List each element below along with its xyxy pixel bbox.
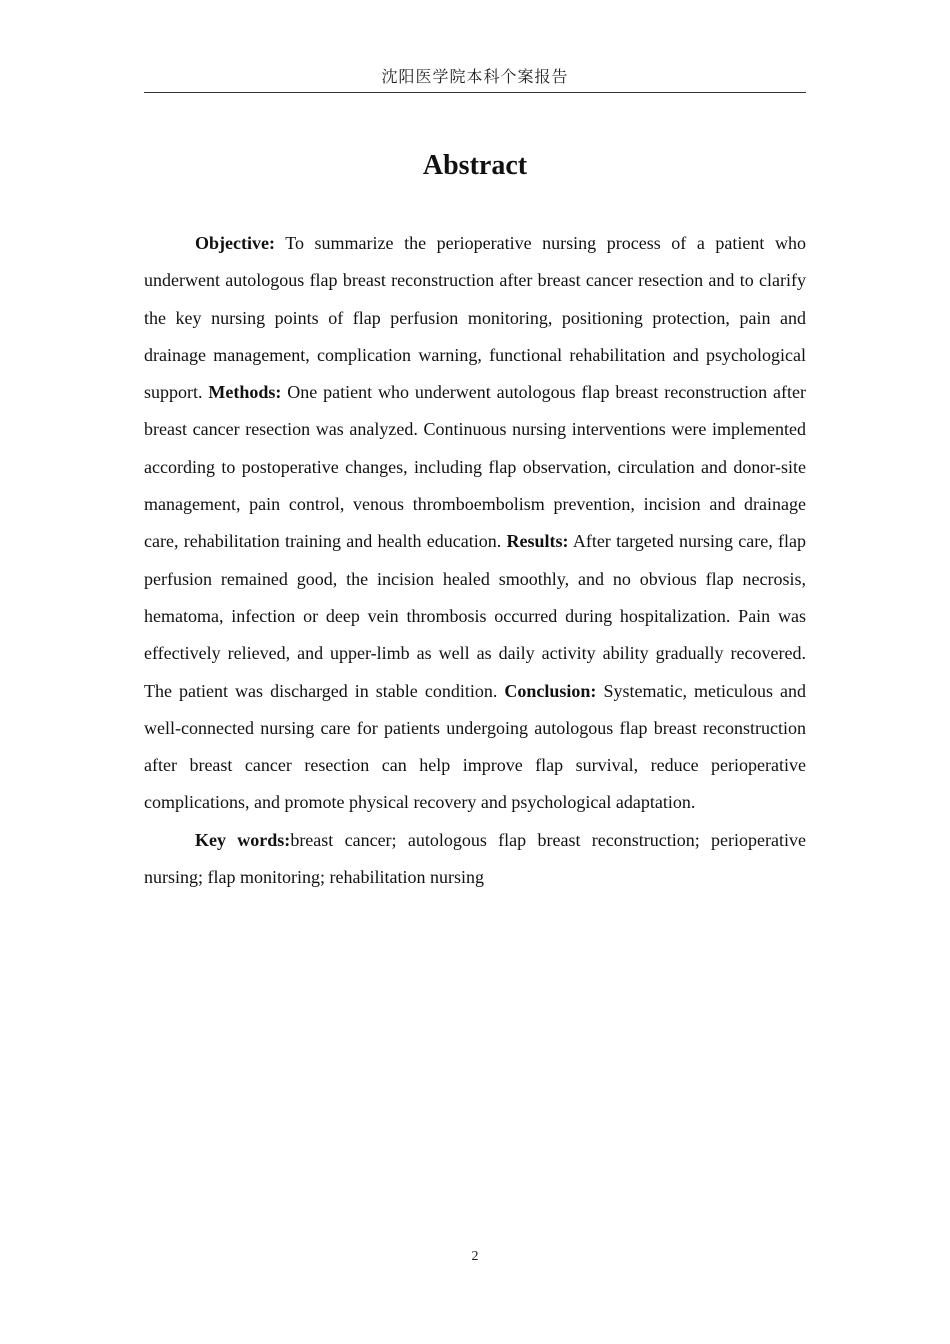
abstract-body: [144, 225, 806, 896]
keywords-paragraph: [144, 822, 806, 897]
methods-text: One patient who underwent autologous flap breast reconstruction after breast cancer resection was analyzed. Continuous nursing interventions were implemented according to postoperative changes, including flap observation, circulation and donor-site management, pain control, venous thromboembolism prevention, incision and drainage care, rehabilitation training and health education.: [144, 382, 807, 552]
conclusion-text: Systematic, meticulous and well-connected nursing care for patients undergoing autologous flap breast reconstruction after breast cancer resection can help improve flap survival, reduce perioperative complications, and promote physical recovery and psychological adaptation.: [144, 680, 806, 813]
keywords-text: breast cancer; autologous flap breast reconstruction; perioperative nursing; flap monitoring; rehabilitation nursing: [144, 829, 806, 888]
page-title: Abstract: [422, 150, 528, 181]
conclusion-label: Conclusion:: [504, 680, 597, 701]
running-header: [144, 66, 806, 93]
page-number: 2: [471, 1249, 479, 1264]
abstract-paragraph: [144, 225, 806, 822]
results-text: After targeted nursing care, flap perfusion remained good, the incision healed smoothly, and no obvious flap necrosis, hematoma, infection or deep vein thrombosis occurred during hospitalization. Pain was effectively relieved, and upper-limb as well as daily activity ability gradually recovered. The patient was discharged in stable condition.: [144, 531, 807, 701]
header-title: 沈阳医学院本科个案报告: [381, 67, 569, 86]
objective-label: Objective:: [195, 233, 275, 253]
methods-label: Methods:: [208, 382, 282, 403]
objective-text: To summarize the perioperative nursing process of a patient who underwent autologous flap breast reconstruction after breast cancer resection and to clarify the key nursing points of flap perfusion monitoring, positioning protection, pain and drainage management, complication warning, functional rehabilitation and psychological support.: [144, 233, 806, 403]
keywords-label: Key words:: [195, 829, 291, 850]
results-label: Results:: [506, 531, 569, 552]
